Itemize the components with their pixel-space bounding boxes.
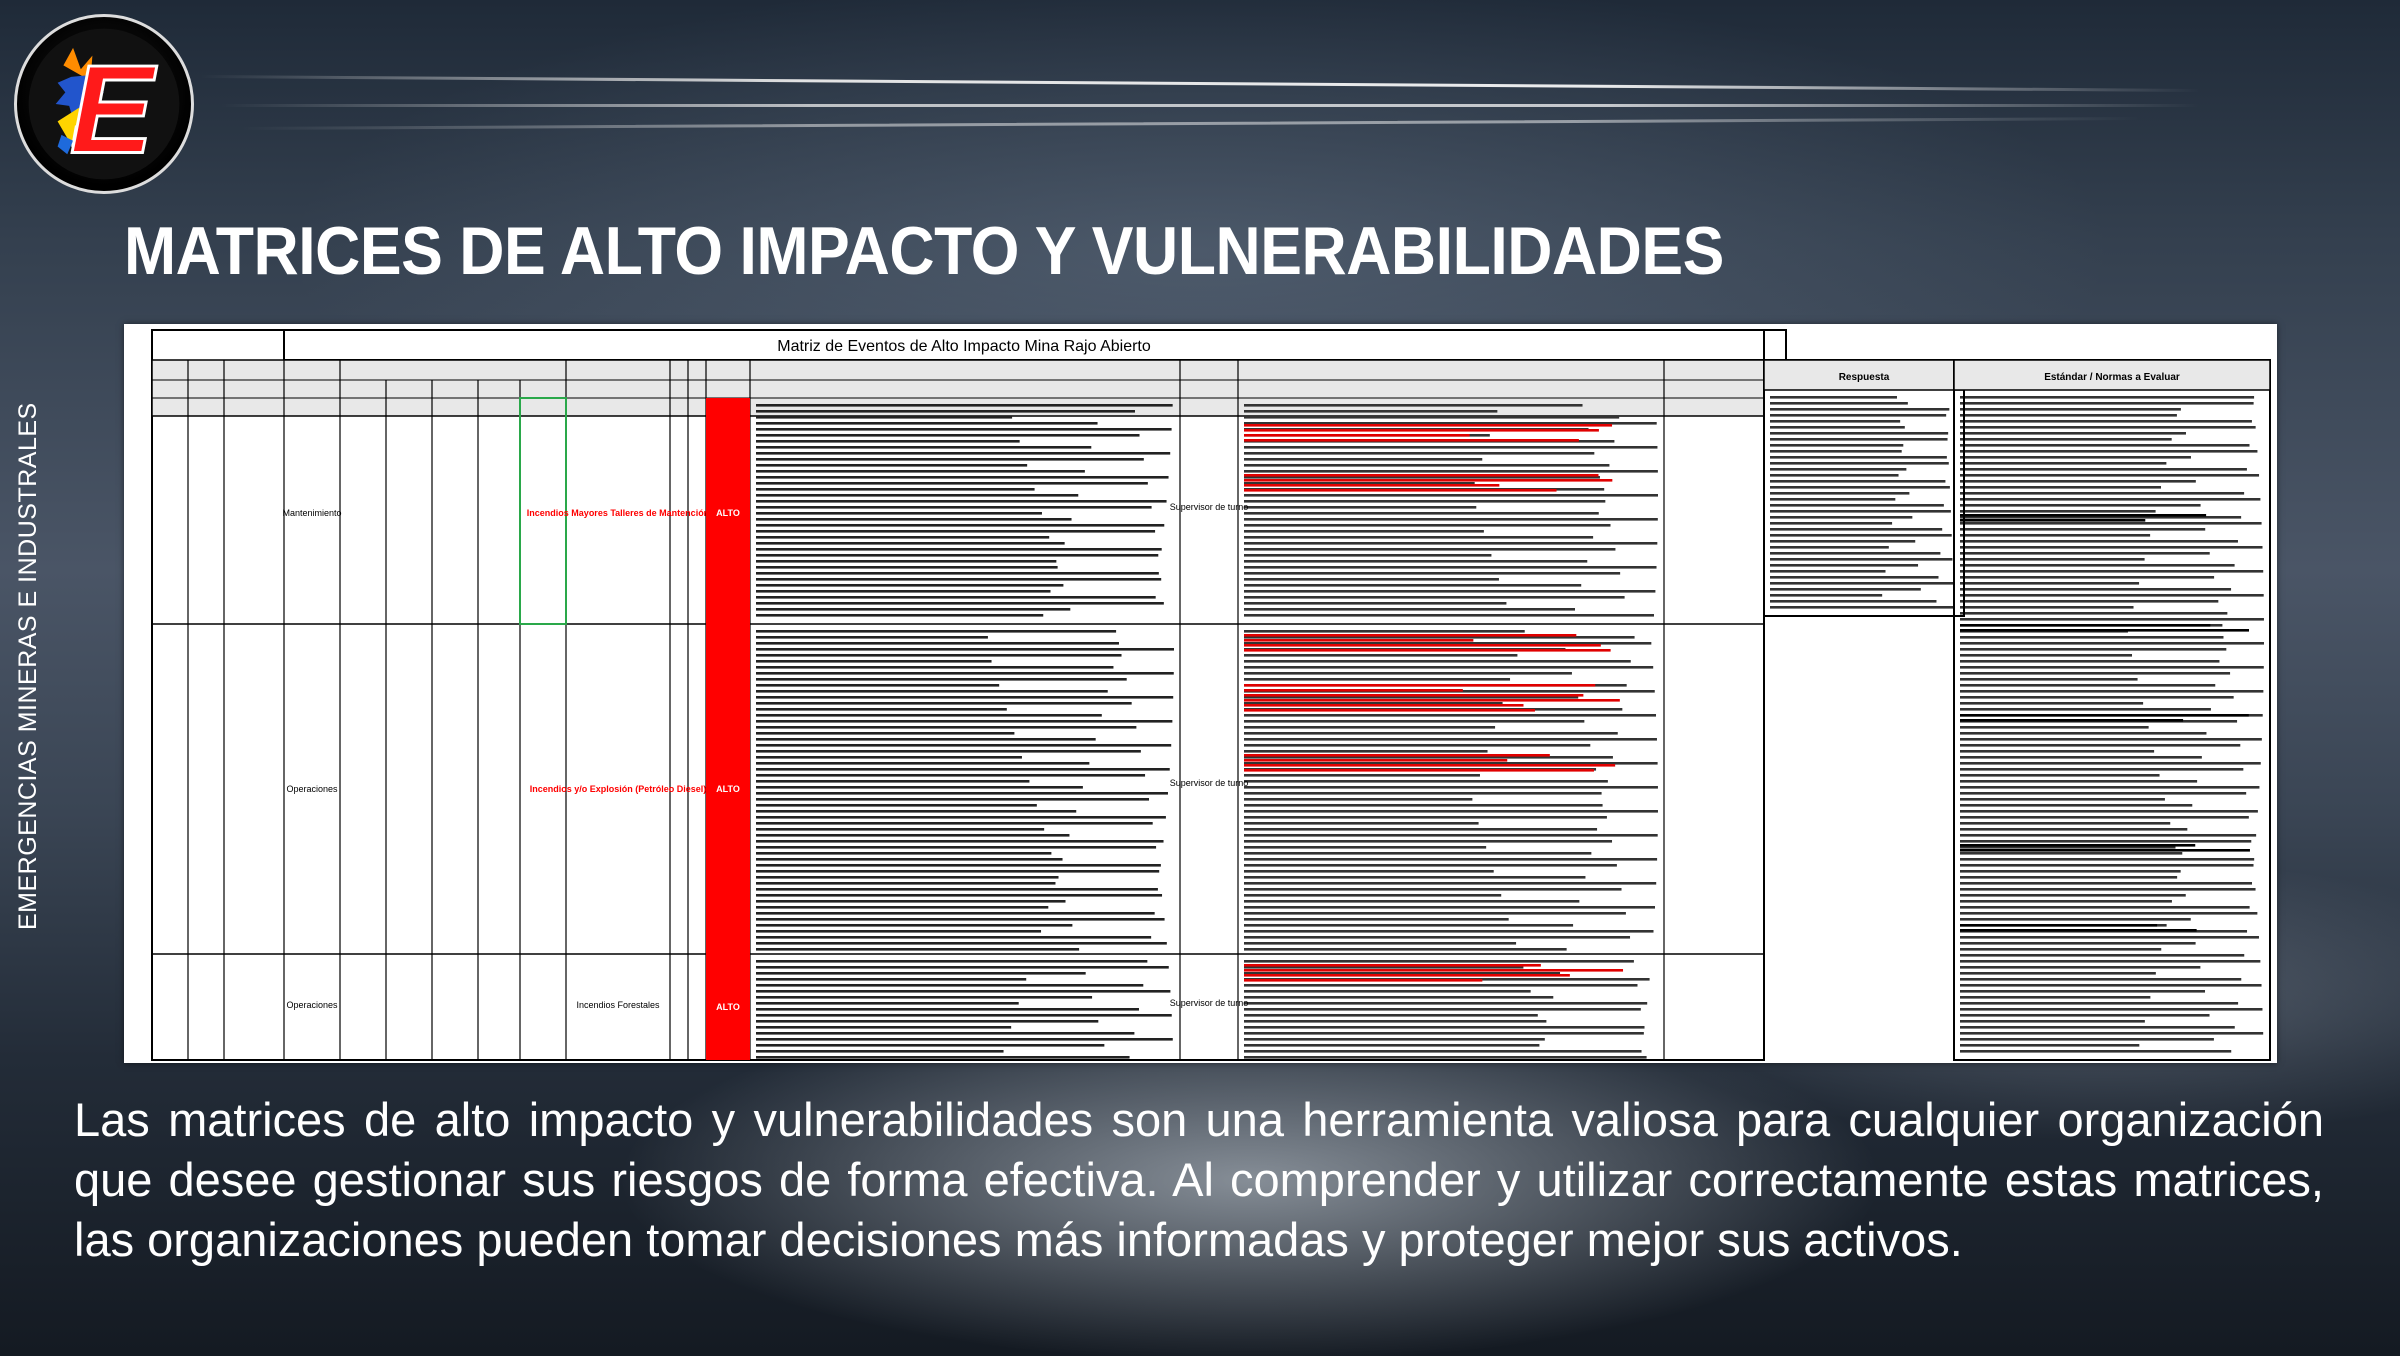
row-level: ALTO xyxy=(716,508,740,518)
row-responsible: Supervisor de turno xyxy=(1169,502,1249,512)
row-level: ALTO xyxy=(716,784,740,794)
side-header: Respuesta xyxy=(1838,372,1890,383)
header-streak xyxy=(200,75,2200,92)
row-responsible: Supervisor de turno xyxy=(1169,778,1249,788)
row-level: ALTO xyxy=(716,1002,740,1012)
row-responsible: Supervisor de turno xyxy=(1169,998,1249,1008)
row-area: Operaciones xyxy=(286,1000,338,1010)
row-area: Mantenimiento xyxy=(282,508,342,518)
matrix-title: Matriz de Eventos de Alto Impacto Mina Rajo Abierto xyxy=(777,338,1151,355)
row-event: Incendios y/o Explosión (Petróleo Diesel) xyxy=(529,784,707,794)
header-streak xyxy=(240,117,2140,130)
header-streak xyxy=(220,104,2200,107)
page-title: MATRICES DE ALTO IMPACTO Y VULNERABILIDADES xyxy=(124,213,1724,289)
row-event: Incendios Forestales xyxy=(576,1000,660,1010)
side-label: EMERGENCIAS MINERAS E INDUSTRALES xyxy=(14,402,42,930)
logo-letter: E xyxy=(69,38,154,180)
company-logo xyxy=(14,14,194,194)
row-area: Operaciones xyxy=(286,784,338,794)
side-header: Estándar / Normas a Evaluar xyxy=(2044,372,2180,383)
body-paragraph: Las matrices de alto impacto y vulnerabilidades son una herramienta valiosa para cualquier organización que desee gestionar sus riesgos de forma efectiva. Al comprender y utilizar correctamente estas matrices, las organizaciones pueden tomar decisiones más informadas y proteger mejor sus activos. xyxy=(74,1093,2324,1266)
row-event: Incendios Mayores Talleres de Mantención xyxy=(526,508,710,518)
matrix-image xyxy=(124,324,2277,1063)
